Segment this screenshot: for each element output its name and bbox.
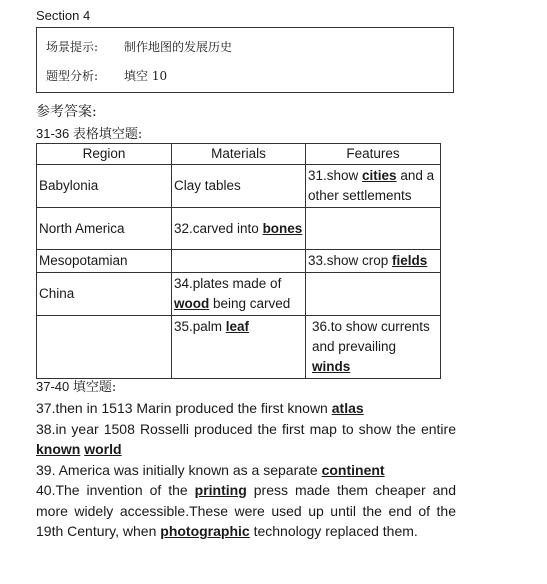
answer-line [36,480,456,542]
cell-region: Babylonia [37,165,172,208]
cell-features [306,316,441,379]
table-row [37,250,441,273]
part2-heading [36,376,116,395]
answer-word: wood [174,296,210,311]
part1-range: 31-36 [36,126,70,141]
part2-range: 37-40 [36,379,70,394]
cell-region: China [37,273,172,316]
cell-text: 34.plates made of [174,276,282,291]
cell-region [37,316,172,379]
answer-word: winds [312,359,351,374]
scene-hint-label: 场景提示: [46,40,99,54]
answer-word: printing [194,482,247,498]
cell-materials [172,273,306,316]
line-text: press made them cheaper and more widely accessible.These were used up until the end of the 19th Century, when [36,482,456,539]
scene-hint-value: 制作地图的发展历史 [124,40,233,54]
header-features: Features [306,144,441,165]
cell-text: 32.carved into [174,220,263,236]
cell-features [306,273,441,316]
scene-box [36,27,454,93]
table-row [37,316,441,379]
line-text: 39. America was initially known as a separate [36,461,322,478]
cell-region: Mesopotamian [37,250,172,273]
cell-text: 36.to show currents and prevailing [312,319,430,354]
cell-materials [172,316,306,379]
answer-line [36,460,456,481]
scene-type-value: 填空 10 [124,69,168,83]
answer-line [36,419,456,460]
answer-word: bones [262,220,303,236]
cell-text: 33.show crop [308,253,393,268]
answer-table [36,143,441,379]
cell-text: 35.palm [174,319,226,334]
cell-features [306,250,441,273]
answer-word: atlas [331,400,364,416]
header-materials: Materials [172,144,306,165]
table-header-row [37,144,441,165]
line-text: technology replaced them. [249,523,418,539]
table-row [37,273,441,316]
answer-word: known [36,441,81,457]
table-row [37,165,441,208]
cell-features [306,208,441,250]
cell-features [306,165,441,208]
line-text: 38.in year 1508 Rosselli produced the first map to show the entire [36,420,456,437]
answer-word: world [84,441,122,457]
line-text: 40.The invention of the [36,482,195,498]
table-row [37,208,441,250]
cell-materials [172,208,306,250]
header-region: Region [37,144,172,165]
section-title: Section 4 [36,8,91,23]
answer-word: cities [362,168,397,183]
answer-word: photographic [160,523,250,539]
reference-title: 参考答案: [36,104,97,120]
cell-text: 31.show [308,168,363,183]
scene-type-row [46,67,167,84]
cell-text: and a other settlements [308,168,435,203]
answer-line [36,398,456,419]
part1-heading [36,123,142,142]
cell-materials [172,250,306,273]
part1-title: 表格填空题: [72,127,143,142]
part2-title: 填空题: [72,380,117,395]
line-text: 37.then in 1513 Marin produced the first known [36,400,332,416]
answer-word: fields [392,253,428,268]
scene-hint-row [46,38,232,55]
scene-type-label: 题型分析: [46,69,99,83]
answer-word: continent [321,461,385,478]
answer-lines [36,398,456,542]
cell-text: being carved [209,296,291,311]
cell-materials: Clay tables [172,165,306,208]
cell-region: North America [37,208,172,250]
answer-word: leaf [225,319,250,334]
